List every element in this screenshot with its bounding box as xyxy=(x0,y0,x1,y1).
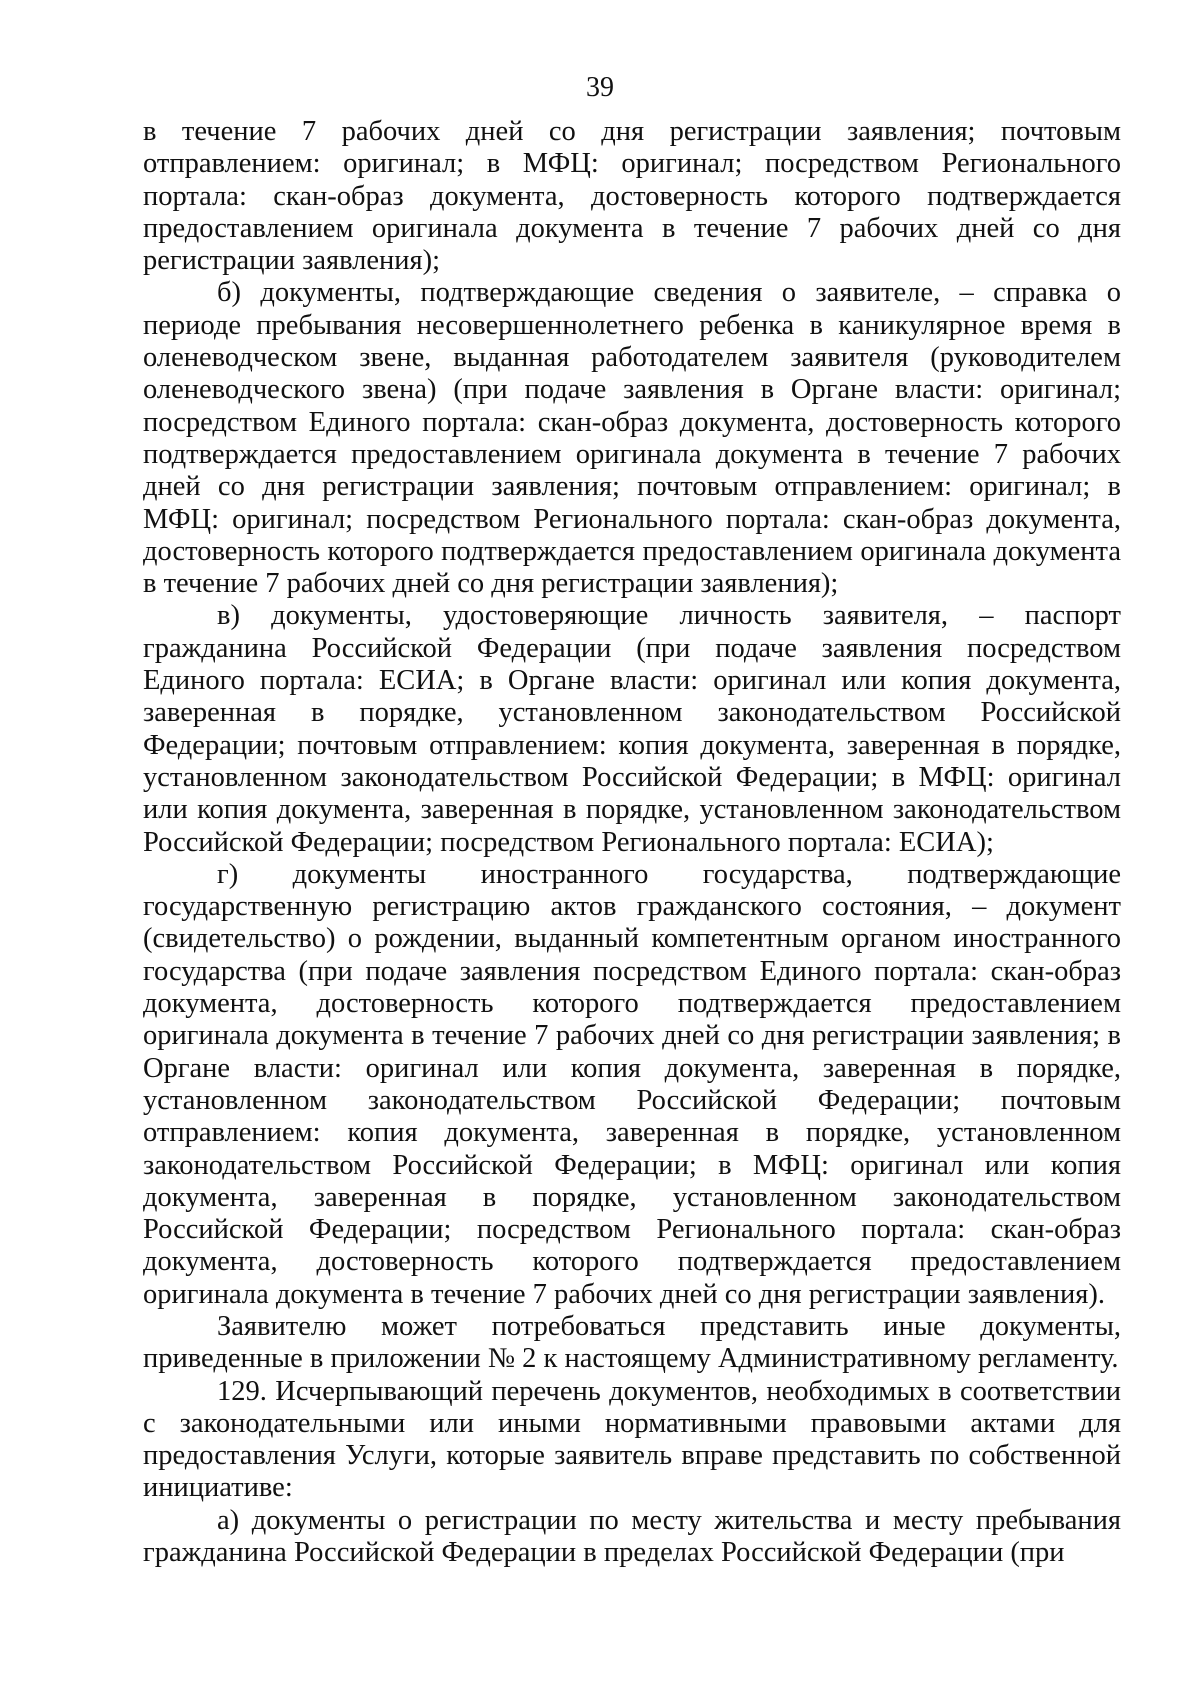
paragraph-item-v: в) документы, удостоверяющие личность заявителя, – паспорт гражданина Российской Федерации (при подаче заявления посредством Единого портала: ЕСИА; в Органе власти: оригинал или копия документа, заверенная в порядке, установленном законодательством Российской Федерации; почтовым отправлением: копия документа, заверенная в порядке, установленном законодательством Российской Федерации; в МФЦ: оригинал или копия документа, заверенная в порядке, установленном законодательством Российской Федерации; посредством Регионального портала: ЕСИА); xyxy=(143,600,1121,858)
paragraph-item-b: б) документы, подтверждающие сведения о заявителе, – справка о периоде пребывания несовершеннолетнего ребенка в каникулярное время в оленеводческом звене, выданная работодателем заявителя (руководителем оленеводческого звена) (при подаче заявления в Органе власти: оригинал; посредством Единого портала: скан-образ документа, достоверность которого подтверждается предоставлением оригинала документа в течение 7 рабочих дней со дня регистрации заявления; почтовым отправлением: оригинал; в МФЦ: оригинал; посредством Регионального портала: скан-образ документа, достоверность которого подтверждается предоставлением оригинала документа в течение 7 рабочих дней со дня регистрации заявления); xyxy=(143,277,1121,600)
paragraph-other-documents: Заявителю может потребоваться представить иные документы, приведенные в приложении № 2 к настоящему Административному регламенту. xyxy=(143,1310,1121,1375)
paragraph-129: 129. Исчерпывающий перечень документов, необходимых в соответствии с законодательными или иными нормативными правовыми актами для предоставления Услуги, которые заявитель вправе представить по собственной инициативе: xyxy=(143,1375,1121,1504)
paragraph-item-a: а) документы о регистрации по месту жительства и месту пребывания гражданина Российской Федерации в пределах Российской Федерации (при xyxy=(143,1504,1121,1569)
document-body xyxy=(143,116,1121,1569)
paragraph-continuation: в течение 7 рабочих дней со дня регистрации заявления; почтовым отправлением: оригинал; в МФЦ: оригинал; посредством Регионального портала: скан-образ документа, достоверность которого подтверждается предоставлением оригинала документа в течение 7 рабочих дней со дня регистрации заявления); xyxy=(143,116,1121,277)
page-number: 39 xyxy=(586,72,614,103)
paragraph-item-g: г) документы иностранного государства, подтверждающие государственную регистрацию актов гражданского состояния, – документ (свидетельство) о рождении, выданный компетентным органом иностранного государства (при подаче заявления посредством Единого портала: скан-образ документа, достоверность которого подтверждается предоставлением оригинала документа в течение 7 рабочих дней со дня регистрации заявления; в Органе власти: оригинал или копия документа, заверенная в порядке, установленном законодательством Российской Федерации; почтовым отправлением: копия документа, заверенная в порядке, установленном законодательством Российской Федерации; в МФЦ: оригинал или копия документа, заверенная в порядке, установленном законодательством Российской Федерации; посредством Регионального портала: скан-образ документа, достоверность которого подтверждается предоставлением оригинала документа в течение 7 рабочих дней со дня регистрации заявления). xyxy=(143,858,1121,1310)
